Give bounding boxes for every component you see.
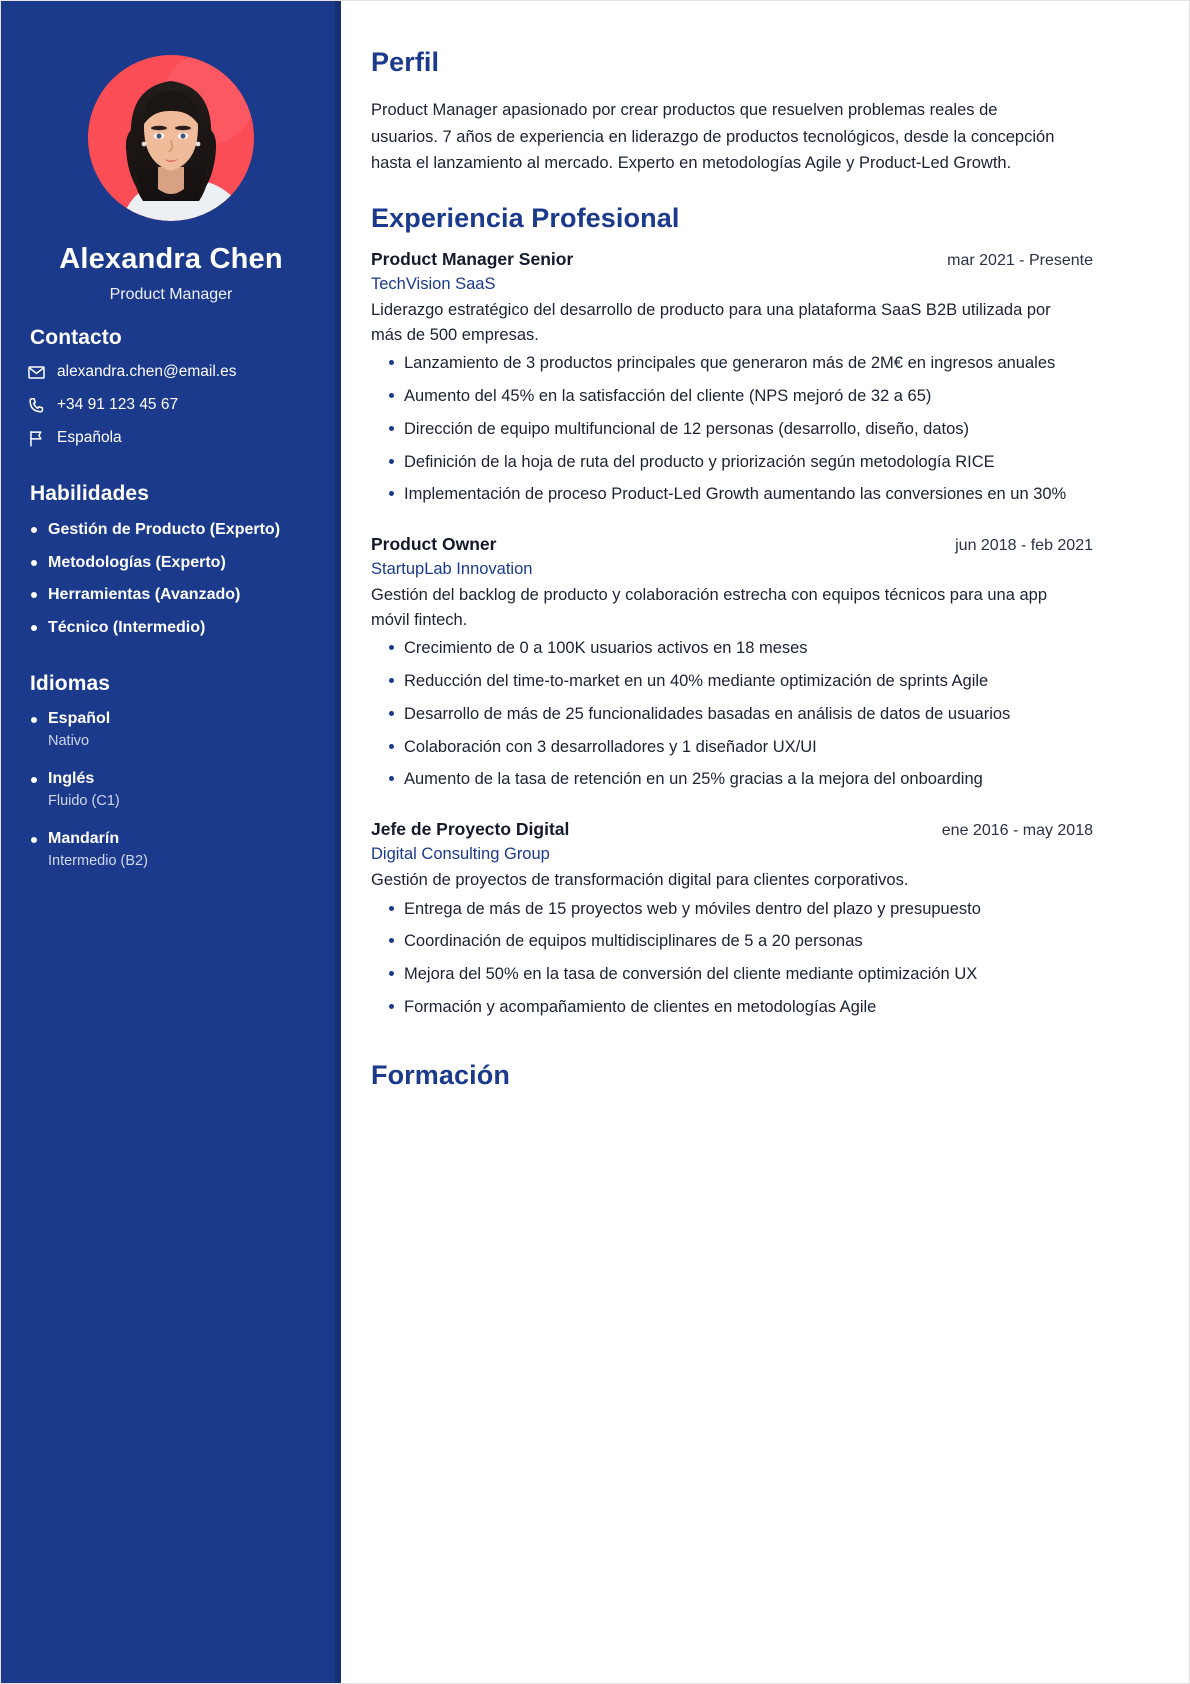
job-bullet: Aumento de la tasa de retención en un 25% gracias a la mejora del onboarding [371,767,1071,792]
job-company: StartupLab Innovation [371,559,533,578]
language-level: Nativo [48,733,90,750]
skill-item: Técnico (Intermedio) [27,617,315,639]
job-entry [371,818,1093,1019]
contact-value-email: alexandra.chen@email.es [57,363,237,381]
job-bullet: Dirección de equipo multifuncional de 12 personas (desarrollo, diseño, datos) [371,417,1071,442]
job-company: TechVision SaaS [371,274,496,293]
job-summary: Gestión del backlog de producto y colaboración estrecha con equipos técnicos para una app móvil fintech. [371,585,1048,629]
job-bullet: Aumento del 45% en la satisfacción del cliente (NPS mejoró de 32 a 65) [371,384,1071,409]
job-bullets [371,351,1093,507]
job-header [371,533,1093,557]
language-level: Fluido (C1) [48,792,120,809]
job-dates: ene 2016 - may 2018 [941,822,1093,840]
avatar [88,55,254,221]
profile-heading: Perfil [371,47,440,77]
profile-photo-wrap [27,55,315,221]
envelope-icon [27,363,46,382]
contact-value-phone: +34 91 123 45 67 [57,396,179,414]
skill-item: Herramientas (Avanzado) [27,584,315,606]
job-summary: Liderazgo estratégico del desarrollo de producto para una plataforma SaaS B2B utilizada por más de 500 empresas. [371,300,1051,344]
language-name: Español [48,710,111,728]
job-bullet: Desarrollo de más de 25 funcionalidades basadas en análisis de datos de usuarios [371,702,1071,727]
job-bullet: Coordinación de equipos multidisciplinares de 5 a 20 personas [371,929,1071,954]
sidebar [1,1,341,1683]
contact-item-phone[interactable] [27,396,315,415]
skill-item: Metodologías (Experto) [27,552,315,574]
contact-value-nationality: Española [57,429,122,447]
job-bullet: Crecimiento de 0 a 100K usuarios activos en 18 meses [371,636,1071,661]
job-dates: jun 2018 - feb 2021 [955,537,1093,555]
flag-icon [27,429,46,448]
skill-item: Gestión de Producto (Experto) [27,519,315,541]
job-header [371,248,1093,272]
job-bullets [371,636,1093,792]
job-header [371,818,1093,842]
job-bullet: Entrega de más de 15 proyectos web y móviles dentro del plazo y presupuesto [371,897,1071,922]
job-bullets [371,897,1093,1020]
job-bullet: Mejora del 50% en la tasa de conversión del cliente mediante optimización UX [371,962,1071,987]
skills-heading: Habilidades [30,482,149,505]
job-bullet: Reducción del time-to-market en un 40% mediante optimización de sprints Agile [371,669,1071,694]
job-bullet: Implementación de proceso Product-Led Growth aumentando las conversiones en un 30% [371,482,1071,507]
language-level: Intermedio (B2) [48,852,148,869]
job-entry [371,248,1093,507]
job-bullet: Colaboración con 3 desarrolladores y 1 diseñador UX/UI [371,735,1071,760]
contact-heading: Contacto [30,326,122,349]
language-item [27,769,315,812]
job-title: Jefe de Proyecto Digital [371,819,570,840]
contact-item-nationality [27,429,315,448]
contact-list [27,363,315,448]
languages-list [27,709,315,871]
language-name: Mandarín [48,830,120,847]
contact-item-email[interactable] [27,363,315,382]
person-role: Product Manager [109,286,233,303]
job-bullet: Lanzamiento de 3 productos principales que generaron más de 2M€ en ingresos anuales [371,351,1071,376]
job-bullet: Formación y acompañamiento de clientes en metodologías Agile [371,995,1071,1020]
education-heading: Formación [371,1059,510,1090]
job-company: Digital Consulting Group [371,844,550,863]
person-name: Alexandra Chen [59,243,283,275]
main-content [341,1,1189,1683]
job-title: Product Owner [371,534,497,555]
language-item [27,709,315,752]
language-item [27,829,315,872]
profile-text: Product Manager apasionado por crear productos que resuelven problemas reales de usuarios. 7 años de experiencia en liderazgo de productos tecnológicos, desde la concepción hasta el lanzamiento al mercado. Experto en metodologías Agile y Product-Led Growth. [371,101,1055,173]
job-title: Product Manager Senior [371,249,574,270]
job-entry [371,533,1093,792]
phone-icon [27,396,46,415]
job-dates: mar 2021 - Presente [947,252,1093,270]
languages-heading: Idiomas [30,672,111,696]
skills-list [27,519,315,638]
language-name: Inglés [48,770,95,788]
job-summary: Gestión de proyectos de transformación digital para clientes corporativos. [371,870,909,889]
job-bullet: Definición de la hoja de ruta del producto y priorización según metodología RICE [371,450,1071,475]
experience-heading: Experiencia Profesional [371,203,680,234]
